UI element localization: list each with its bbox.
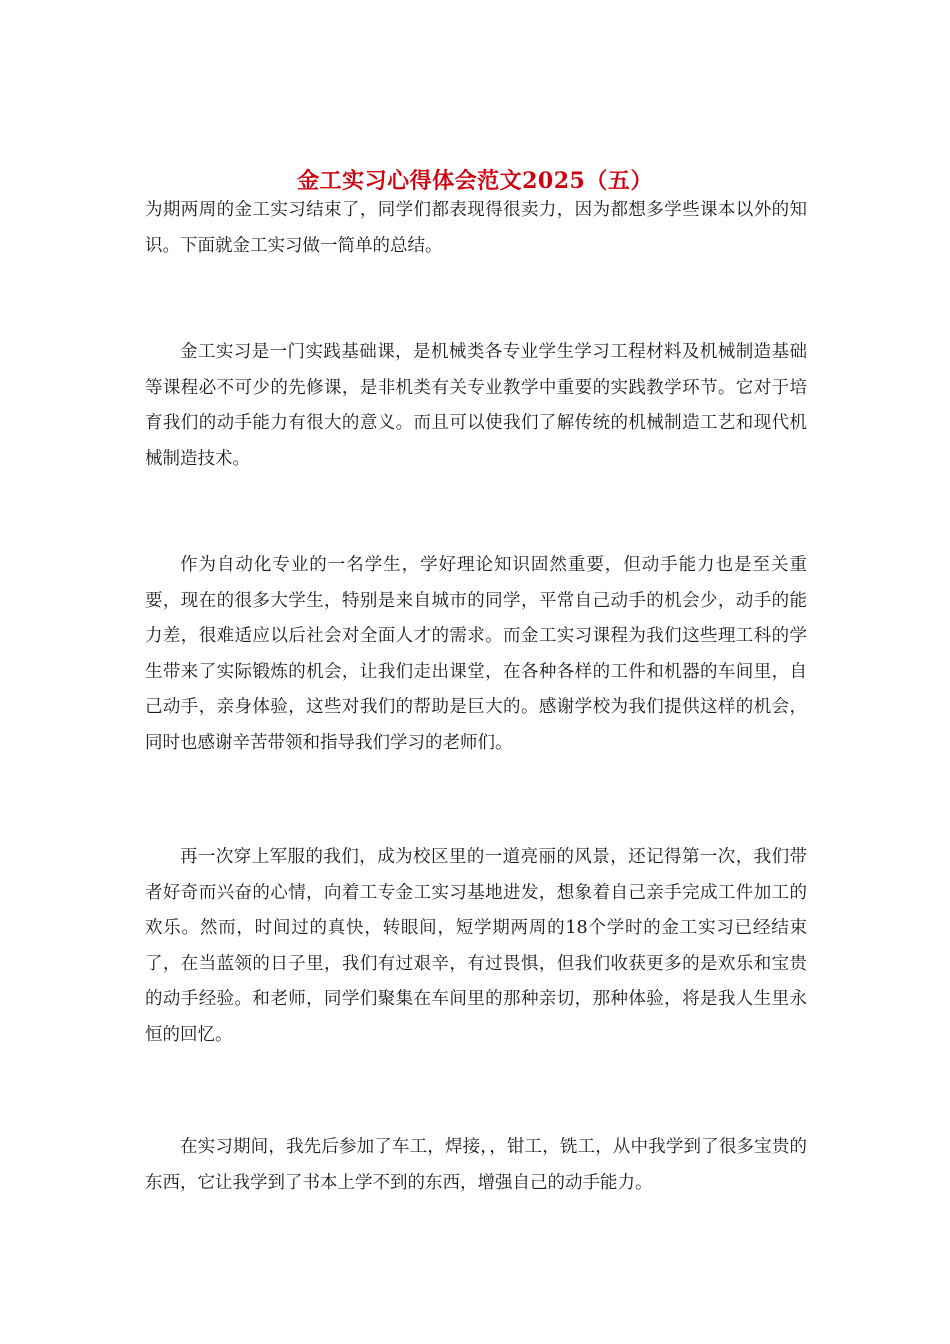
paragraph-memories: 再一次穿上军服的我们，成为校区里的一道亮丽的风景，还记得第一次，我们带者好奇而兴奋的心情，向着工专金工实习基地进发，想象着自己亲手完成工件加工的欢乐。然而，时间过的真快，转眼间，短学期两周的18个学时的金工实习已经结束了，在当蓝领的日子里，我们有过艰辛，有过畏惧，但我们收获更多的是欢乐和宝贵的动手经验。和老师，同学们聚集在车间里的那种亲切，那种体验，将是我人生里永恒的回忆。 (145, 847, 807, 1045)
paragraph-workshops: 在实习期间，我先后参加了车工，焊接，，钳工，铣工，从中我学到了很多宝贵的东西，它让我学到了书本上学不到的东西，增强自己的动手能力。 (145, 1137, 807, 1193)
paragraph-course-description: 金工实习是一门实践基础课，是机械类各专业学生学习工程材料及机械制造基础等课程必不可少的先修课，是非机类有关专业教学中重要的实践教学环节。它对于培育我们的动手能力有很大的意义。而且可以使我们了解传统的机械制造工艺和现代机械制造技术。 (145, 342, 807, 469)
paragraph-intro: 为期两周的金工实习结束了，同学们都表现得很卖力，因为都想多学些课本以外的知识。下面就金工实习做一简单的总结。 (145, 200, 807, 256)
document-title: 金工实习心得体会范文2025（五） (297, 167, 653, 194)
paragraph-hands-on-ability: 作为自动化专业的一名学生，学好理论知识固然重要，但动手能力也是至关重要，现在的很多大学生，特别是来自城市的同学，平常自己动手的机会少，动手的能力差，很难适应以后社会对全面人才的需求。而金工实习课程为我们这些理工科的学生带来了实际锻炼的机会，让我们走出课堂，在各种各样的工件和机器的车间里，自己动手，亲身体验，这些对我们的帮助是巨大的。感谢学校为我们提供这样的机会，同时也感谢辛苦带领和指导我们学习的老师们。 (145, 555, 807, 753)
